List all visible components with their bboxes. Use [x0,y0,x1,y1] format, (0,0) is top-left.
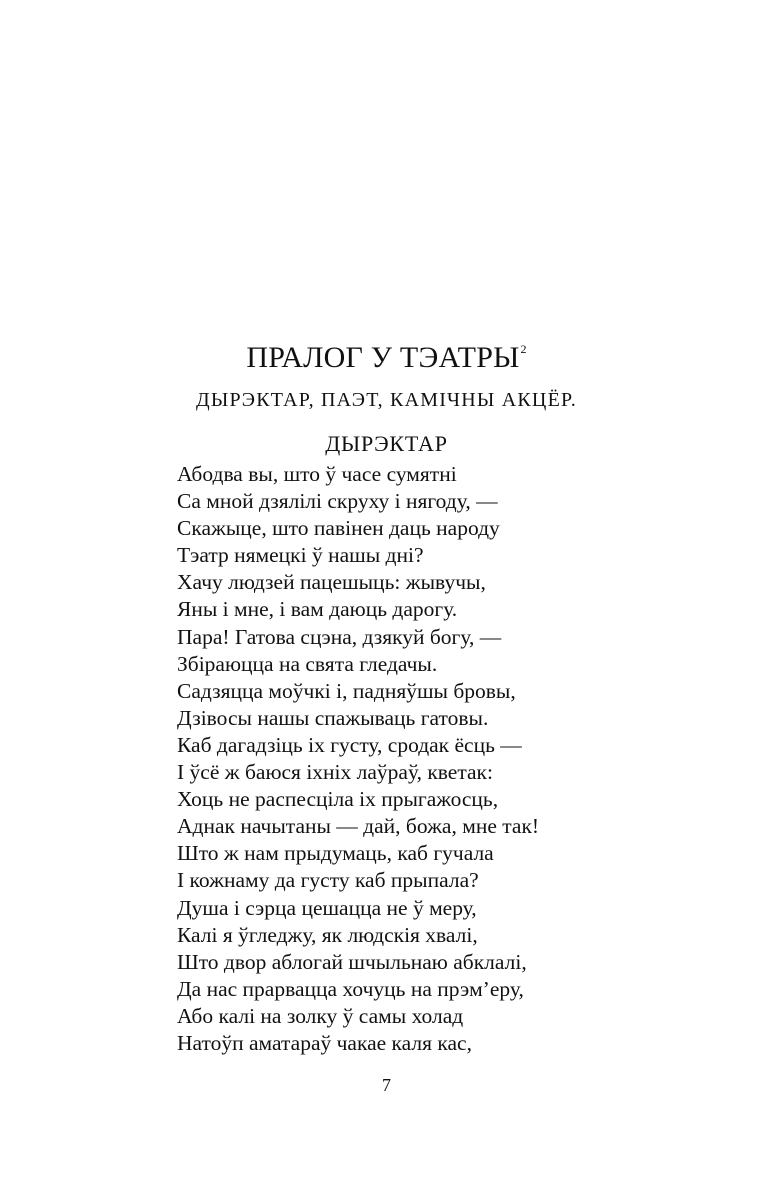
verse-line: Да нас прарвацца хочуць на прэм’еру, [177,976,524,1001]
verse-line: Яны і мне, і вам даюць дарогу. [177,597,458,622]
verse-line: Са мной дзялілі скруху і нягоду, — [177,489,498,514]
verse-line: Калі я ўгледжу, як людскія хвалі, [177,922,478,947]
verse-line: Каб дагадзіць іх густу, сродак ёсць — [177,732,522,757]
verse-line: Збіраюцца на свята гледачы. [177,651,438,676]
section-title-text: ПРАЛОГ У ТЭАТРЫ [246,341,520,374]
page-number: 7 [382,1075,391,1095]
verse-line: Што ж нам прыдумаць, каб гучала [177,841,494,866]
verse-line: Душа і сэрца цешацца не ў меру, [177,895,477,920]
verse-line: Што двор аблогай шчыльнаю абклалі, [177,949,527,974]
verse-line: Садзяцца моўчкі і, падняўшы бровы, [177,678,516,703]
verse-line: Пара! Гатова сцэна, дзякуй богу, — [177,624,502,649]
verse-block [177,461,539,1057]
verse-line: Дзівосы нашы спажываць гатовы. [177,705,489,730]
verse-line: І ўсё ж баюся іхніх лаўраў, кветак: [177,760,493,785]
verse-line: Або калі на золку ў самы холад [177,1003,464,1028]
speaker-name: ДЫРЭКТАР [325,431,448,456]
verse-line: Скажыце, што павінен даць народу [177,516,500,541]
verse-line: Хоць не распесціла іх прыгажосць, [177,787,499,812]
verse-line: Тэатр нямецкі ў нашы дні? [177,543,424,568]
section-title [0,338,773,383]
verse-line: Натоўп аматараў чакае каля кас, [177,1030,472,1055]
verse-line: І кожнаму да густу каб прыпала? [177,868,479,893]
character-list: ДЫРЭКТАР, ПАЭТ, КАМІЧНЫ АКЦЁР. [195,389,578,411]
verse-line: Хачу людзей пацешыць: жывучы, [177,570,486,595]
verse-line: Абодва вы, што ў часе сумятні [177,462,457,486]
footnote-marker: 2 [520,342,527,356]
verse-line: Аднак начытаны — дай, божа, мне так! [177,814,540,839]
